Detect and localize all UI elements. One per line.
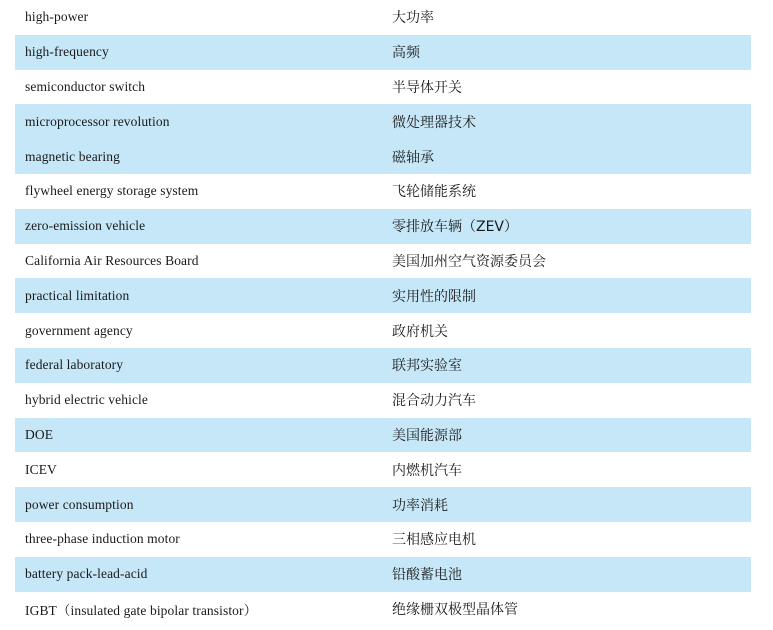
term-zh: 实用性的限制 [392,288,476,305]
term-zh: 飞轮储能系统 [392,184,476,201]
table-row [15,592,751,627]
term-zh: 政府机关 [392,323,448,340]
table-row [15,557,751,592]
term-en: IGBT（insulated gate bipolar transistor） [25,602,258,618]
glossary-table [15,0,751,626]
term-en: zero-emission vehicle [25,218,146,234]
term-en: power consumption [25,496,134,512]
table-row [15,313,751,348]
term-zh: 铅酸蓄电池 [392,567,462,584]
term-zh: 大功率 [392,10,434,27]
term-zh: 内燃机汽车 [392,462,462,479]
term-en: hybrid electric vehicle [25,392,148,408]
table-row [15,522,751,557]
term-zh: 三相感应电机 [392,532,476,549]
term-en: semiconductor switch [25,78,146,94]
table-row [15,209,751,244]
table-row [15,244,751,279]
table-row [15,278,751,313]
table-row [15,452,751,487]
table-row [15,383,751,418]
term-zh: 功率消耗 [392,497,448,514]
term-zh: 美国加州空气资源委员会 [392,253,546,270]
table-row [15,139,751,174]
term-zh: 半导体开关 [392,79,462,96]
term-en: California Air Resources Board [25,252,199,268]
term-zh: 零排放车辆（ZEV） [392,219,519,236]
term-zh: 磁轴承 [392,149,434,166]
term-en: high-frequency [25,44,109,60]
table-row [15,0,751,35]
term-zh: 联邦实验室 [392,358,462,375]
table-row [15,174,751,209]
table-row [15,104,751,139]
term-en: microprocessor revolution [25,113,170,129]
table-row [15,348,751,383]
term-zh: 绝缘栅双极型晶体管 [392,601,518,618]
term-zh: 微处理器技术 [392,114,476,131]
table-row [15,487,751,522]
term-en: practical limitation [25,287,130,303]
term-en: battery pack-lead-acid [25,566,148,582]
term-en: magnetic bearing [25,148,120,164]
term-zh: 高频 [392,45,420,62]
term-en: three-phase induction motor [25,531,180,547]
table-row [15,418,751,453]
table-row [15,35,751,70]
term-en: flywheel energy storage system [25,183,199,199]
term-zh: 美国能源部 [392,427,462,444]
term-en: federal laboratory [25,357,124,373]
term-en: ICEV [25,461,57,477]
term-en: DOE [25,426,54,442]
term-en: high-power [25,9,89,25]
term-en: government agency [25,322,133,338]
term-zh: 混合动力汽车 [392,393,476,410]
table-row [15,70,751,105]
